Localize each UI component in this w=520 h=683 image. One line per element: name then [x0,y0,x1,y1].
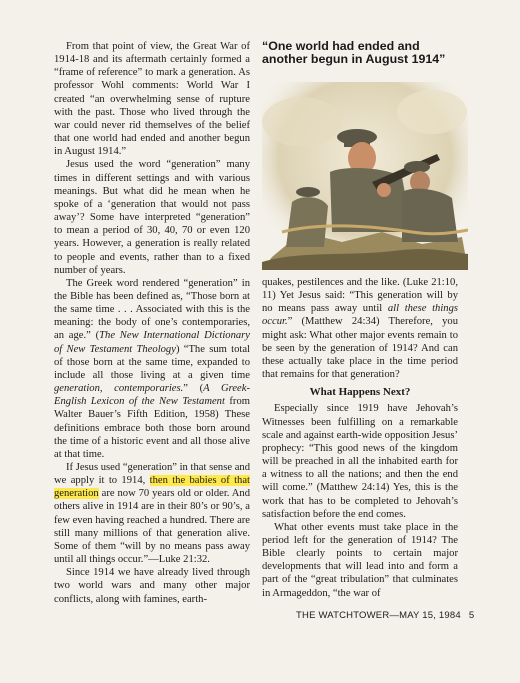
publication-name: THE WATCHTOWER—MAY 15, 1984 [296,610,461,621]
page-number: 5 [468,610,475,621]
paragraph: From that point of view, the Great War of 1914-18 and its aftermath certainly formed a “frame of reference” to mark a generation. As professor Wohl comments: World War I created “an overwhelming sense of rupture with the past. Those who lived through the war could never rid themselves of the belief that one world had ended and another begun in August 1914.” [54,41,250,158]
page-footer [296,610,475,621]
text-run: ” (Matthew 24:34) Therefore, you might ask: What other major events remain to be seen by the generation of 1914? And can these actually take place in the time period that remains for that generation? [262,316,458,381]
text-run: The Greek word rendered “generation” in the Bible has been defined as, “Those born at the same time . . . Associated with this is the meaning: the body of one’s contemporaries, an age.” ( [54,277,250,342]
citation-title: The New International Dictionary of New Testament Theology [54,330,250,355]
text-run: quakes, pestilences and the like. (Luke 21:10, 11) Yet Jesus said: “This generation will by no means pass away until [262,277,458,315]
paragraph [54,461,250,566]
paragraph: Jesus used the word “generation” many times in different settings and with various meanings. But what did he mean when he spoke of a ‘generation that would not pass away’? Some have interpreted “generation” to mean a period of 30, 40, 70 or even 120 years. However, a generation is really related to people and events, rather than to a fixed number of years. [54,159,250,276]
illustration-caption: “One world had ended and another begun in August 1914” [262,39,446,66]
ww1-soldiers-illustration [262,82,468,270]
text-run: ” ( [183,383,204,395]
text-run: are now 70 years old or older. And others alive in 1914 are in their 80’s or 90’s, a few even having reached a hundred. There are still many millions of that generation alive. Some of them “will by no means pass away until all things occur.”—Luke 21:32. [54,488,250,566]
left-column [54,40,250,606]
citation-title: A Greek-English Lexicon of the New Testament [54,383,250,408]
text-run: If Jesus used “generation” in that sense and we apply it to 1914, [54,462,250,487]
text-run: from Walter Bauer’s Fifth Edition, 1958) These definitions embrace both those born around the time of a historic event and all those alive at that time. [54,396,250,460]
section-heading: What Happens Next? [309,386,411,399]
paragraph: Since 1914 we have already lived through two world wars and many other major conflicts, along with famines, earth- [54,567,250,605]
highlighted-text: then the babies of that generation [54,475,250,500]
emphasis-text: generation, contemporaries. [54,383,184,395]
right-column [262,276,458,600]
paragraph [262,276,458,381]
paragraph [54,277,250,461]
emphasis-text: all these things occur. [262,303,458,328]
text-run: ) “The sum total of those born at the same time, expanded to include all those living at a given time [54,343,250,381]
paragraph: What other events must take place in the period left for the generation of 1914? The Bible clearly points to certain major developments that will lead into and form a part of the “great tribulation” that culminates in Armageddon, “the war of [262,521,458,599]
illustration-art [262,82,468,270]
paragraph: Especially since 1919 have Jehovah’s Witnesses been fulfilling on a remarkable scale and against earth-wide opposition Jesus’ prophecy: “This good news of the kingdom will be preached in all the inhabited earth for a witness to all the nations; and then the end will come.” (Matthew 24:14) Yes, this is the work that has to be completed to Jehovah’s satisfaction before the end comes. [262,403,458,520]
